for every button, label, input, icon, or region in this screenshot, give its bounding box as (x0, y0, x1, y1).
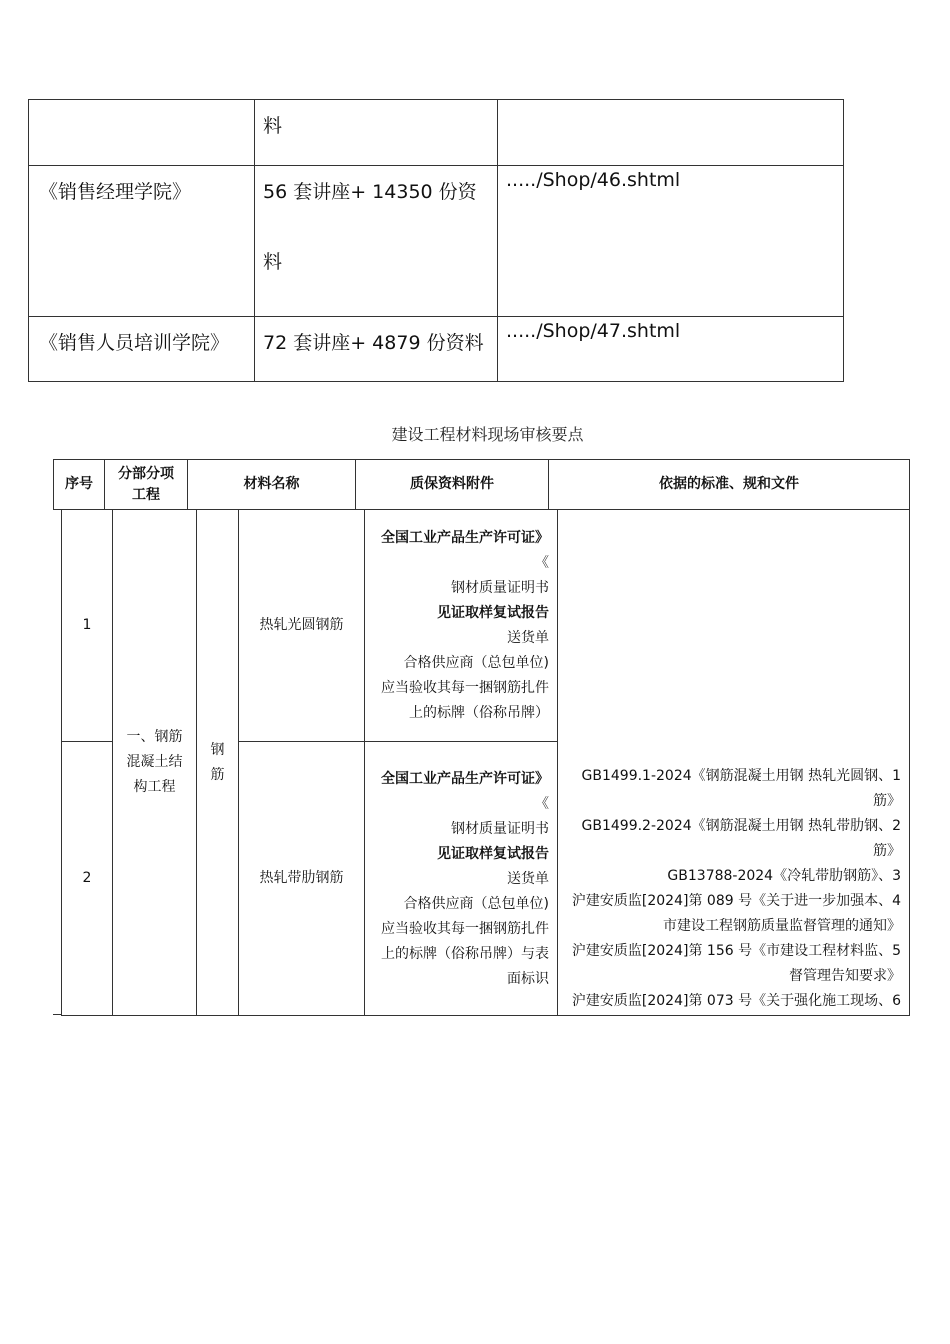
table-corner-rule (53, 1014, 62, 1015)
qa-docs-cell (365, 742, 558, 1016)
course-link[interactable] (498, 100, 844, 166)
qa-line: 上的标牌（俗称吊牌） (409, 705, 549, 721)
standard-line: GB1499.1-2024《钢筋混凝土用钢 热轧光圆钢、1 (581, 768, 901, 784)
course-content-line: 料 (263, 250, 283, 273)
category-cell (197, 510, 239, 1016)
course-name: 《销售人员培训学院》 (29, 317, 255, 382)
course-content-line: 72 套讲座+ 4879 份资料 (263, 332, 484, 354)
course-link[interactable]: ...../Shop/46.shtml (498, 166, 844, 317)
standards-cell (558, 510, 910, 1016)
qa-line: 合格供应商（总包单位) (403, 896, 549, 912)
header-sub-project-line: 工程 (132, 486, 160, 503)
standard-line: 筋》 (873, 843, 901, 859)
course-content-line: 料 (263, 115, 283, 137)
table-row (29, 166, 844, 317)
table-row (62, 510, 910, 742)
header-seq: 序号 (54, 460, 105, 510)
standard-line: 督管理告知要求》 (789, 968, 901, 984)
course-link[interactable]: ...../Shop/47.shtml (498, 317, 844, 382)
standard-line: 沪建安质监[2024]第 089 号《关于进一步加强本、4 (571, 893, 901, 909)
material-name: 热轧带肋钢筋 (239, 742, 365, 1016)
qa-line: 见证取样复试报告 (437, 605, 549, 621)
header-sub-project-line: 分部分项 (118, 466, 174, 483)
course-name (29, 100, 255, 166)
row-seq: 2 (62, 742, 113, 1016)
row-seq: 1 (62, 510, 113, 742)
qa-line: 全国工业产品生产许可证》 (381, 771, 549, 787)
course-name: 《销售经理学院》 (29, 166, 255, 317)
shop-table (28, 99, 844, 382)
sub-project-cell (113, 510, 197, 1016)
category-line: 筋 (210, 766, 225, 783)
standard-line: 沪建安质监[2024]第 156 号《市建设工程材料监、5 (571, 943, 901, 959)
header-material: 材料名称 (188, 460, 356, 510)
header-sub-project (105, 460, 188, 510)
course-content-line: 56 套讲座+ 14350 份资 (263, 181, 477, 203)
course-content (255, 166, 498, 317)
qa-line: 《 (535, 555, 549, 571)
qa-line: 见证取样复试报告 (437, 846, 549, 862)
standard-line: 筋》 (873, 793, 901, 809)
qa-line: 钢材质量证明书 (451, 580, 549, 596)
qa-line: 送货单 (507, 630, 549, 646)
qa-line: 应当验收其每一捆钢筋扎件 (381, 921, 549, 937)
qa-line: 应当验收其每一捆钢筋扎件 (381, 680, 549, 696)
section-title: 建设工程材料现场审核要点 (391, 425, 584, 444)
audit-table-header (53, 459, 910, 510)
header-qa-docs: 质保资料附件 (356, 460, 549, 510)
qa-line: 送货单 (507, 871, 549, 887)
category-line: 钢 (210, 741, 225, 758)
header-standards: 依据的标准、规和文件 (549, 460, 910, 510)
qa-line: 《 (535, 796, 549, 812)
standard-line: 沪建安质监[2024]第 073 号《关于强化施工现场、6 (571, 993, 901, 1009)
table-row (29, 100, 844, 166)
qa-line: 钢材质量证明书 (451, 821, 549, 837)
qa-docs-cell (365, 510, 558, 742)
course-content (255, 100, 498, 166)
sub-project-line: 混凝土结 (126, 754, 183, 770)
audit-table-body (61, 509, 910, 1016)
sub-project-line: 一、钢筋 (126, 729, 183, 745)
standard-line: GB1499.2-2024《钢筋混凝土用钢 热轧带肋钢、2 (581, 818, 901, 834)
material-name: 热轧光圆钢筋 (239, 510, 365, 742)
standard-line: GB13788-2024《冷轧带肋钢筋》、3 (667, 868, 901, 884)
qa-line: 面标识 (507, 971, 549, 987)
standard-line: 市建设工程钢筋质量监督管理的通知》 (663, 918, 901, 934)
course-content (255, 317, 498, 382)
qa-line: 上的标牌（俗称吊牌）与表 (381, 946, 549, 962)
qa-line: 全国工业产品生产许可证》 (381, 530, 549, 546)
table-row (29, 317, 844, 382)
sub-project-line: 构工程 (133, 779, 176, 795)
qa-line: 合格供应商（总包单位) (403, 655, 549, 671)
